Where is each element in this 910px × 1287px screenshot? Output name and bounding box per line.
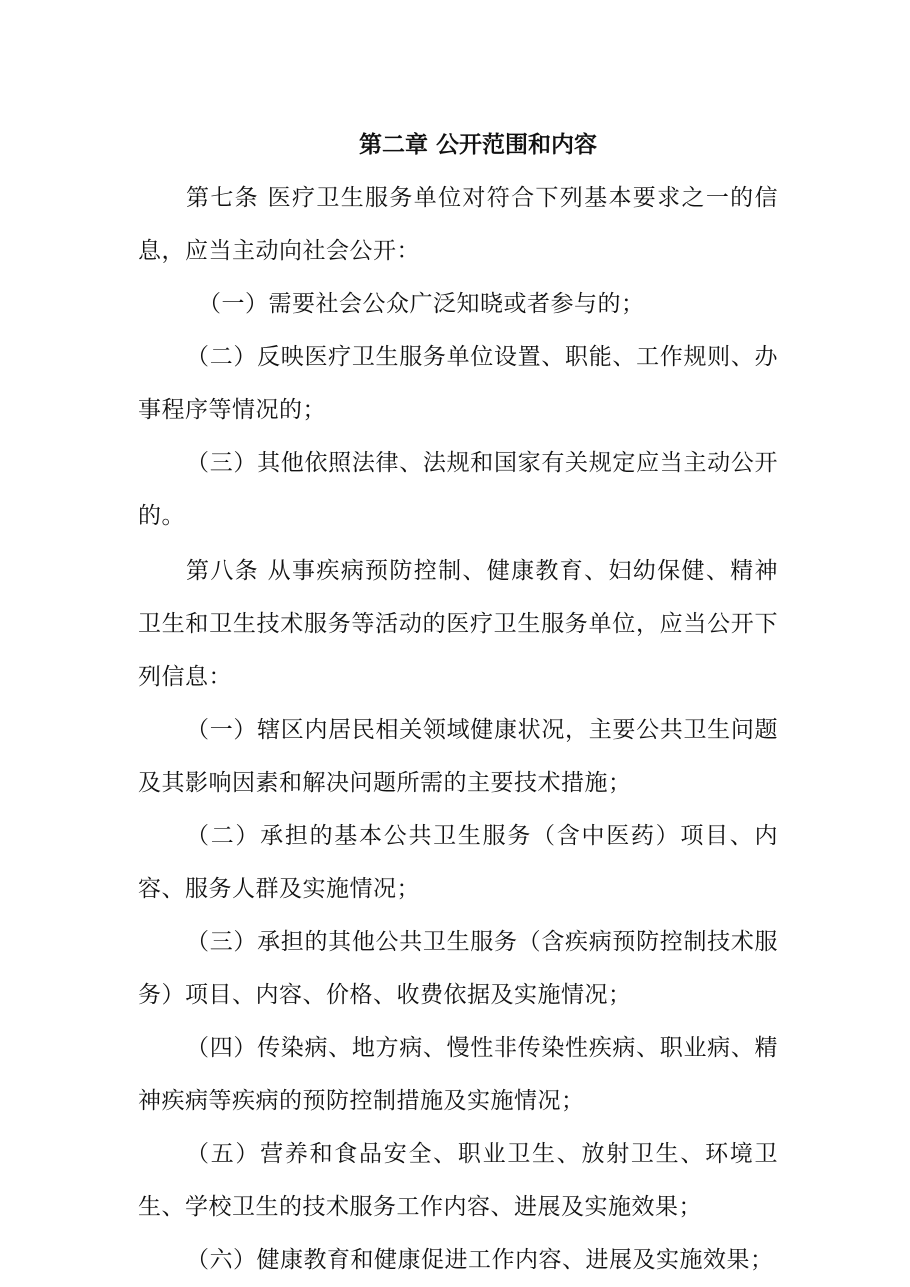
article-7-item-3: （三）其他依照法律、法规和国家有关规定应当主动公开的。 bbox=[138, 450, 778, 529]
article-7-item-1: （一）需要社会公众广泛知晓或者参与的； bbox=[198, 291, 645, 317]
article-8-item-1: （一）辖区内居民相关领域健康状况，主要公共卫生问题及其影响因素和解决问题所需的主要技术措施； bbox=[138, 717, 778, 796]
article-7-item-2: （二）反映医疗卫生服务单位设置、职能、工作规则、办事程序等情况的； bbox=[138, 344, 778, 423]
article-8-item-2: （二）承担的基本公共卫生服务（含中医药）项目、内容、服务人群及实施情况； bbox=[138, 823, 778, 902]
article-8-item-4: （四）传染病、地方病、慢性非传染性疾病、职业病、精神疾病等疾病的预防控制措施及实施情况； bbox=[138, 1035, 778, 1114]
chapter-title: 第二章 公开范围和内容 bbox=[358, 132, 597, 158]
article-7-intro: 第七条 医疗卫生服务单位对符合下列基本要求之一的信息，应当主动向社会公开： bbox=[138, 185, 778, 264]
article-8-item-3: （三）承担的其他公共卫生服务（含疾病预防控制技术服务）项目、内容、价格、收费依据及实施情况； bbox=[138, 929, 778, 1008]
article-8-item-6: （六）健康教育和健康促进工作内容、进展及实施效果； bbox=[186, 1247, 774, 1273]
document-page bbox=[138, 120, 778, 1287]
article-8-item-5: （五）营养和食品安全、职业卫生、放射卫生、环境卫生、学校卫生的技术服务工作内容、进展及实施效果； bbox=[138, 1141, 778, 1220]
article-8-intro: 第八条 从事疾病预防控制、健康教育、妇幼保健、精神卫生和卫生技术服务等活动的医疗卫生服务单位，应当公开下列信息： bbox=[138, 558, 778, 690]
